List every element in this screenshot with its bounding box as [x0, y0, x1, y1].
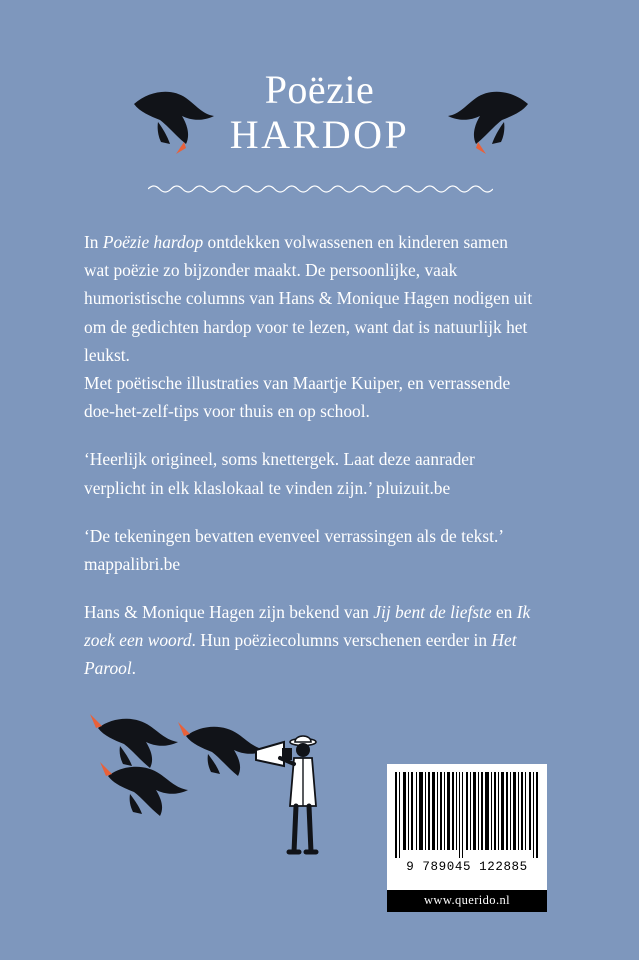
bird-icon-bottom-2: [100, 762, 188, 816]
blurb-p1-text-1: In: [84, 232, 103, 252]
illustration-birds-and-person: [70, 700, 370, 900]
barcode-isbn-number: 9 789045 122885: [406, 860, 528, 874]
barcode-block: [387, 764, 547, 912]
authors-text-1: Hans & Monique Hagen zijn bekend van: [84, 602, 374, 623]
blurb-authors: [84, 598, 534, 683]
back-cover-blurb: [84, 228, 534, 703]
authors-text-4: .: [131, 658, 137, 679]
authors-text-2: en: [491, 602, 517, 623]
blurb-p1-title-italic: Poëzie hardop: [102, 232, 204, 252]
blurb-paragraph-1: [84, 228, 534, 369]
blurb-p1-text-2: ontdekken volwassenen en kinderen samen wat poëzie zo bijzonder maakt. De persoonlijke, vaak humoristische columns van Hans & Monique Hagen nodigen uit om de gedichten hardop voor te lezen, want dat is natuurlijk het leukst.: [84, 232, 533, 365]
wave-divider: [148, 182, 493, 196]
authors-title-3: Het Parool: [84, 630, 517, 679]
book-title: [0, 68, 639, 158]
publisher-url: www.querido.nl: [387, 890, 547, 912]
barcode-bars: [395, 772, 539, 858]
title-line-hardop: HARDOP: [229, 111, 410, 157]
bird-icon-bottom-1: [90, 714, 178, 768]
blurb-quote-1: ‘Heerlijk origineel, soms knettergek. Laat deze aanrader verplicht in elk klaslokaal te vinden zijn.’ pluizuit.be: [84, 449, 475, 498]
authors-text-3: . Hun poëziecolumns verschenen eerder in: [191, 630, 492, 651]
blurb-paragraph-2: Met poëtische illustraties van Maartje Kuiper, en verrassende doe-het-zelf-tips voor thuis en op school.: [84, 372, 511, 422]
title-line-poezie: Poëzie: [264, 67, 375, 112]
authors-title-1: Jij bent de liefste: [373, 602, 492, 623]
authors-title-2: Ik zoek een woord: [84, 602, 531, 651]
bird-icon-bottom-3: [178, 722, 266, 776]
blurb-quote-2: ‘De tekeningen bevatten evenveel verrassingen als de tekst.’ mappalibri.be: [84, 525, 503, 574]
